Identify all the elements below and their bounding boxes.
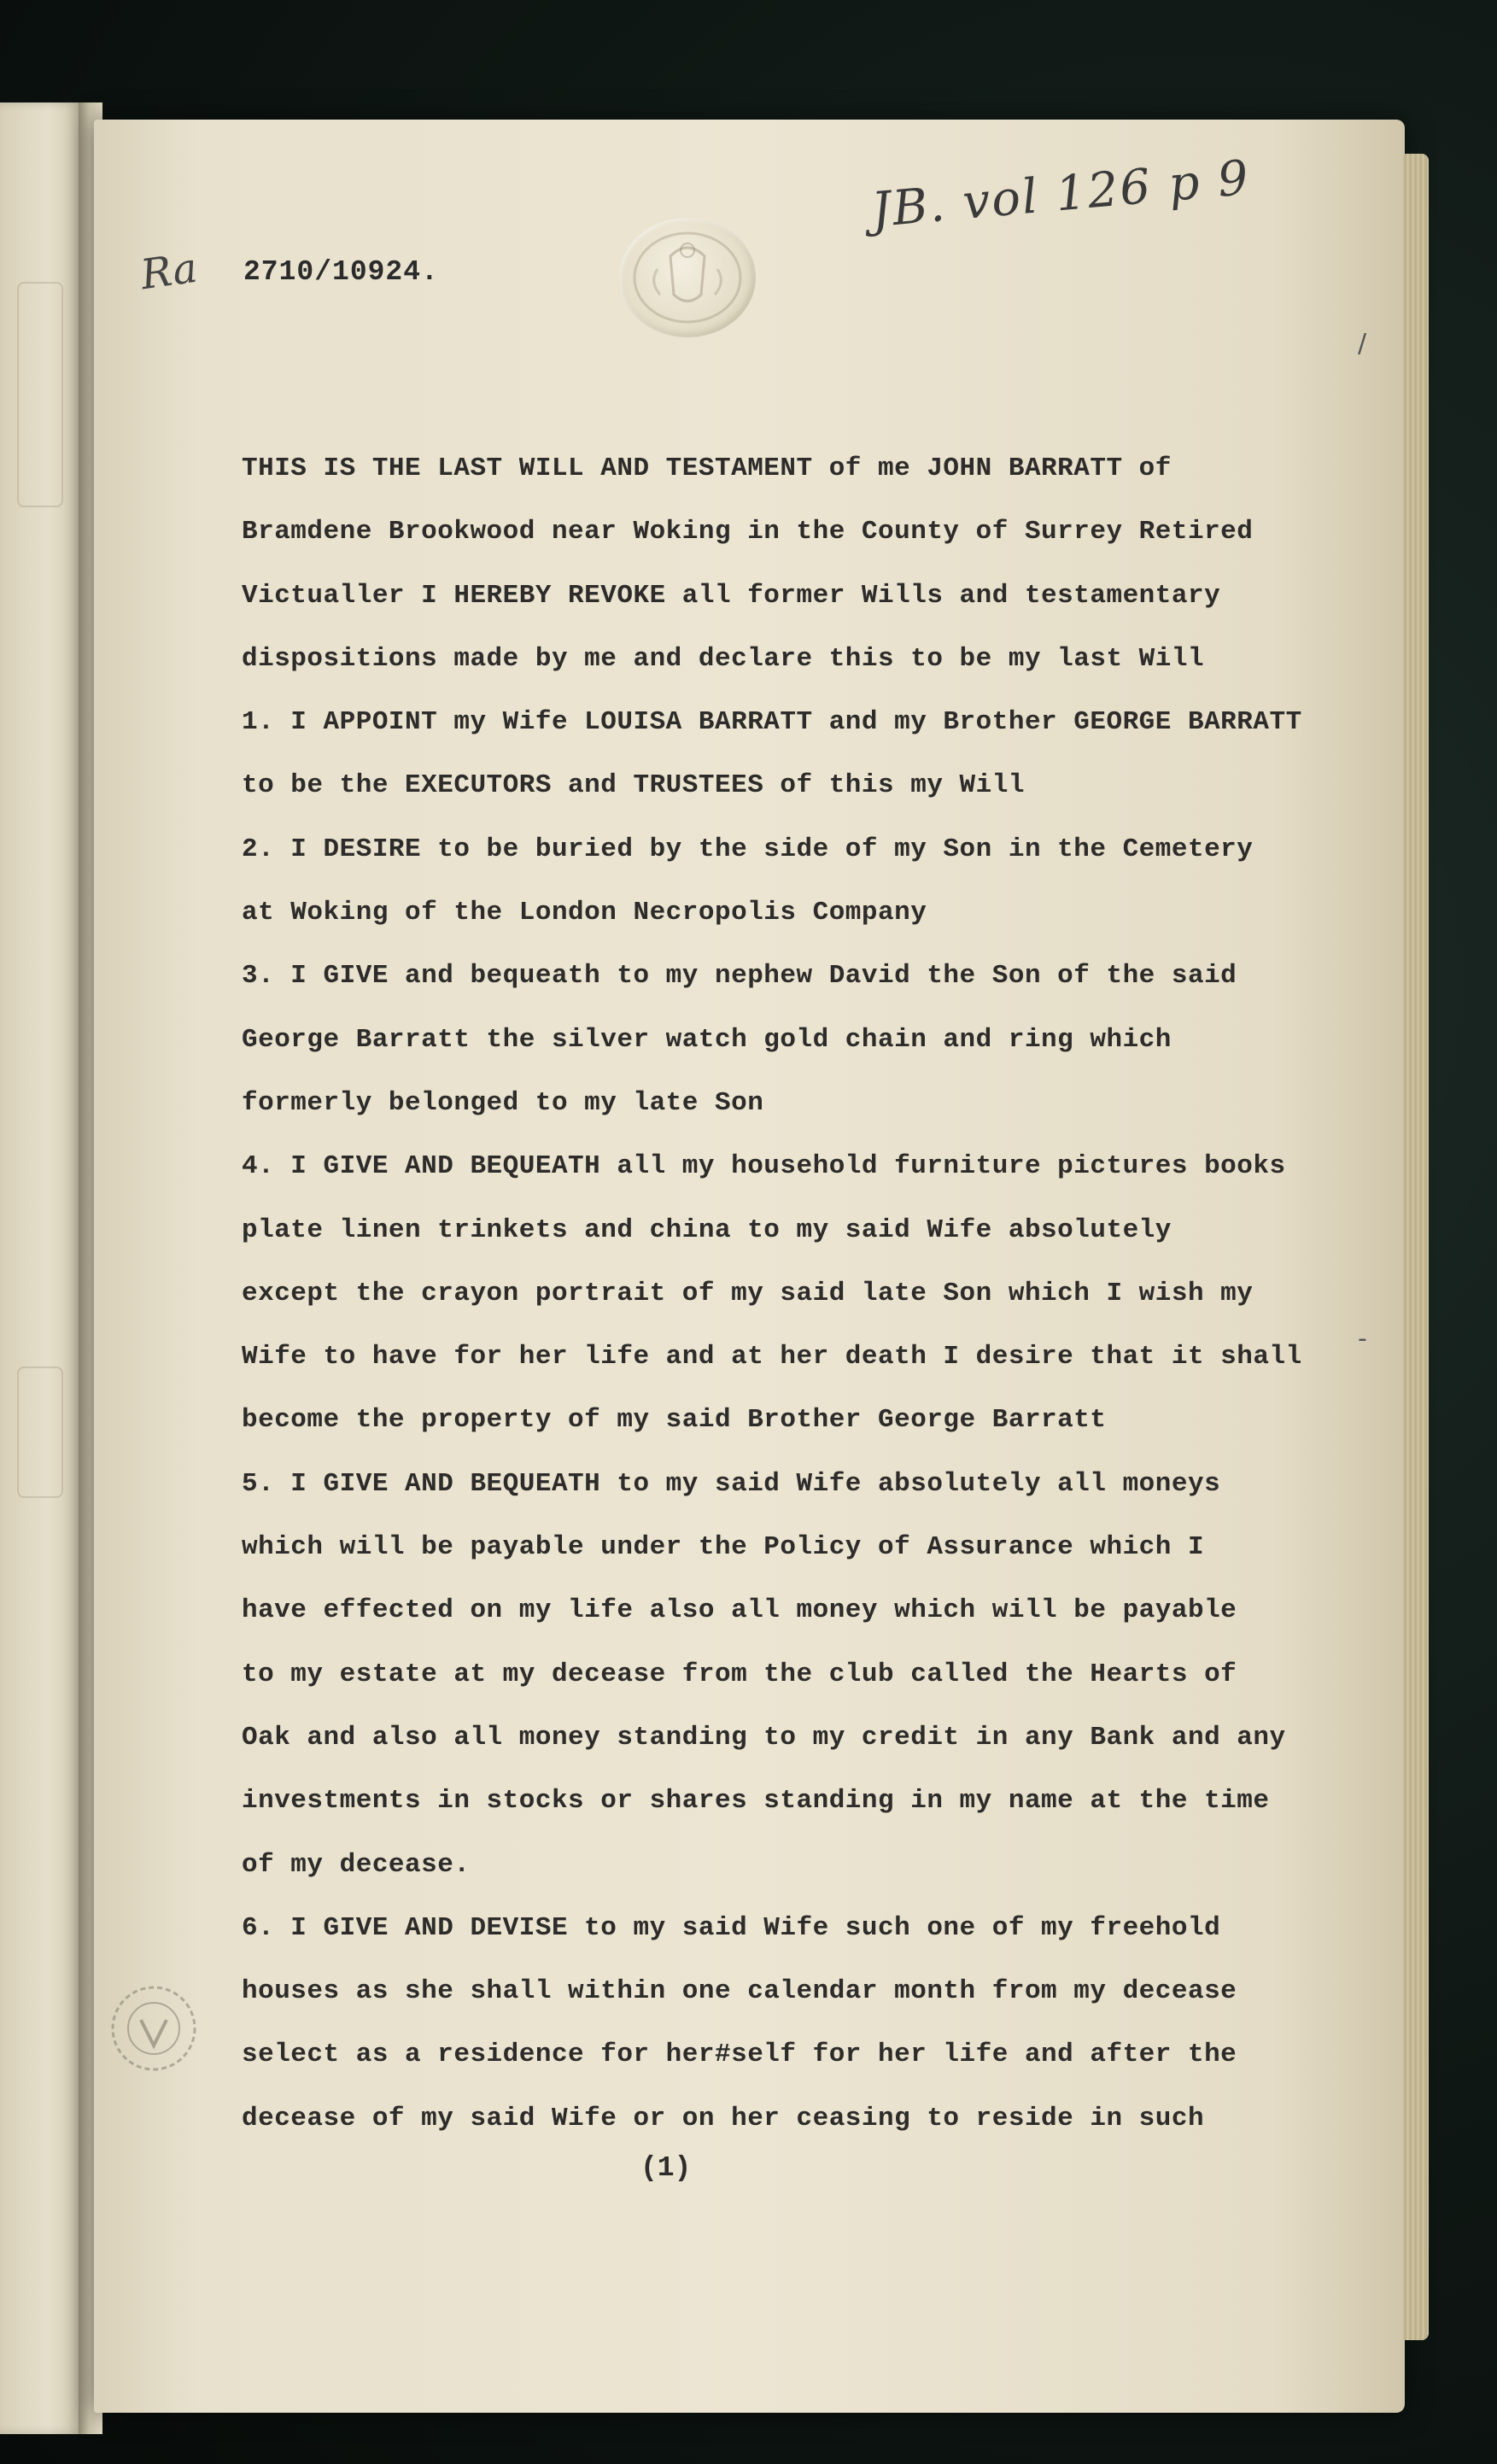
- embossed-royal-seal-icon: [619, 218, 756, 337]
- will-line: at Woking of the London Necropolis Company: [242, 898, 927, 928]
- margin-tick-mark: -: [1358, 1324, 1367, 1354]
- will-line: THIS IS THE LAST WILL AND TESTAMENT of me JOHN BARRATT of: [242, 454, 1172, 483]
- will-body-text: [242, 437, 1420, 2151]
- will-line: 4. I GIVE AND BEQUEATH all my household furniture pictures books: [242, 1151, 1286, 1182]
- will-line: George Barratt the silver watch gold chain and ring which: [242, 1024, 1172, 1055]
- will-line: Oak and also all money standing to my credit in any Bank and any: [242, 1722, 1286, 1753]
- will-line: select as a residence for her#self for her life and after the: [242, 2040, 1237, 2070]
- previous-page-edge: [0, 102, 83, 2434]
- will-line: which will be payable under the Policy of Assurance which I: [242, 1532, 1205, 1563]
- will-line: plate linen trinkets and china to my said Wife absolutely: [242, 1214, 1172, 1245]
- will-line: Wife to have for her life and at her death I desire that it shall: [242, 1342, 1302, 1372]
- will-line: to my estate at my decease from the club called the Hearts of: [242, 1659, 1237, 1689]
- will-line: become the property of my said Brother George Barratt: [242, 1405, 1107, 1436]
- will-line: to be the EXECUTORS and TRUSTEES of this my Will: [242, 770, 1025, 801]
- handwritten-volume-reference: JB. vol 126 p 9: [869, 149, 1253, 239]
- handwritten-initial: Ra: [137, 243, 201, 300]
- will-line: 2. I DESIRE to be buried by the side of my Son in the Cemetery: [242, 834, 1254, 864]
- archive-stamp-icon: [107, 1981, 201, 2075]
- page-number: (1): [640, 2152, 692, 2184]
- will-line: dispositions made by me and declare this to be my last Will: [242, 643, 1205, 674]
- will-line: of my decease.: [242, 1849, 471, 1880]
- will-line: houses as she shall within one calendar month from my decease: [242, 1976, 1237, 2007]
- will-page: [94, 120, 1405, 2413]
- will-line: Bramdene Brookwood near Woking in the County of Surrey Retired: [242, 517, 1254, 547]
- will-line: 6. I GIVE AND DEVISE to my said Wife such one of my freehold: [242, 1912, 1221, 1943]
- will-line: investments in stocks or shares standing in my name at the time: [242, 1786, 1270, 1817]
- will-line: decease of my said Wife or on her ceasing to reside in such: [242, 2103, 1205, 2133]
- will-line: have effected on my life also all money which will be payable: [242, 1595, 1237, 1626]
- faint-seal-mark: [17, 282, 63, 507]
- will-line: formerly belonged to my late Son: [242, 1087, 764, 1118]
- will-line: 1. I APPOINT my Wife LOUISA BARRATT and my Brother GEORGE BARRATT: [242, 707, 1302, 738]
- file-number: 2710/10924.: [243, 256, 439, 288]
- will-line: 3. I GIVE and bequeath to my nephew David the Son of the said: [242, 961, 1237, 992]
- faint-seal-mark: [17, 1367, 63, 1498]
- will-line: Victualler I HEREBY REVOKE all former Wills and testamentary: [242, 580, 1221, 611]
- will-line: except the crayon portrait of my said late Son which I wish my: [242, 1278, 1254, 1308]
- margin-tick-mark: /: [1358, 329, 1367, 359]
- will-line: 5. I GIVE AND BEQUEATH to my said Wife absolutely all moneys: [242, 1468, 1221, 1499]
